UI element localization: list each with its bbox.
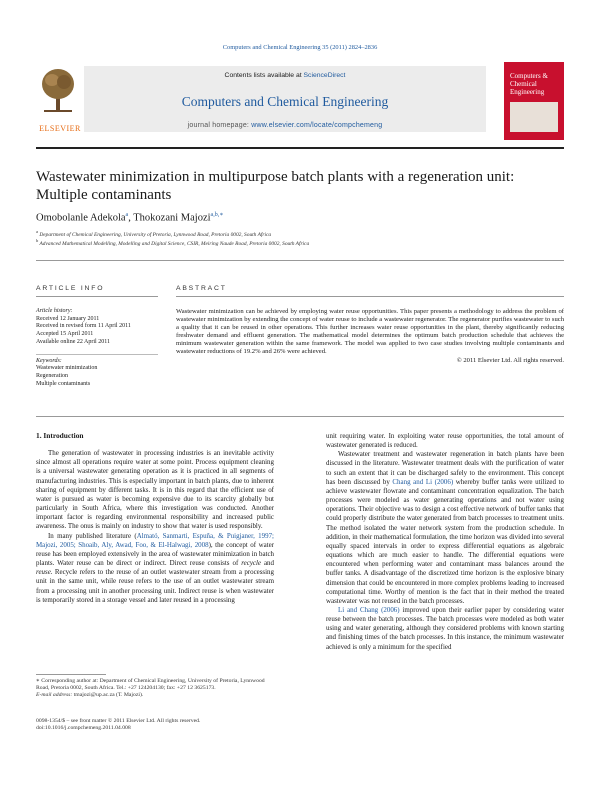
- elsevier-tree-icon: [40, 66, 76, 114]
- affiliation: $^a$ Department of Chemical Engineering, University of Pretoria, Lynnwood Road, Pretoria 0002, South Africa: [36, 229, 272, 238]
- article-title: Wastewater minimization in multipurpose batch plants with a regeneration unit: Multiple contaminants: [36, 169, 515, 203]
- history-item: Received 12 January 2011: [36, 315, 100, 322]
- article-info-label: ARTICLE INFO: [36, 285, 105, 292]
- abstract-bottom-rule: [36, 416, 564, 417]
- abstract-body: [176, 308, 564, 365]
- corresponding-author-note: ∗ Corresponding author at: Department of Chemical Engineering, University of Pretoria, Lynnwood Road, Pretoria 0002, South Africa. Tel.: +27 124204130; fax: +27 12 3625173.: [36, 678, 265, 692]
- abstract-copyright: © 2011 Elsevier Ltd. All rights reserved.: [456, 356, 564, 364]
- elsevier-wordmark: ELSEVIER: [39, 124, 81, 133]
- history-item: Available online 22 April 2011: [36, 338, 110, 345]
- footnote-rule: [36, 674, 106, 675]
- elsevier-logo: [36, 66, 80, 136]
- front-matter: [36, 718, 296, 732]
- journal-citation: Computers and Chemical Engineering 35 (2011) 2824–2836: [222, 44, 378, 51]
- email-note: E-mail address: tmajozi@up.ac.za (T. Majozi).: [36, 692, 144, 699]
- keyword: Regeneration: [36, 372, 68, 379]
- history-label: Article history:: [36, 308, 73, 314]
- sciencedirect-link[interactable]: ScienceDirect: [303, 72, 346, 79]
- citation-link[interactable]: Chang and Li (2006): [392, 477, 454, 486]
- journal-title: Computers and Chemical Engineering: [181, 94, 389, 109]
- cover-title: Computers & Chemical Engineering: [510, 72, 548, 96]
- citation-link[interactable]: Almató, Sanmarti, Espuña, & Puigjaner, 1997; Majozi, 2005; Shoaib, Aly, Awad, Foo, & El-Halwagi, 2008: [36, 531, 274, 549]
- paragraph: Li and Chang (2006) improved upon their earlier paper by considering water reuse between the batch processes. The batch processes were modeled as both water using and water generating, although they considered problems with known starting and finishing times of the batch processes. In this instance, the minimum wastewater achieved is only a minimum for the specified: [326, 605, 564, 651]
- homepage-link[interactable]: www.elsevier.com/locate/compchemeng: [251, 122, 383, 129]
- keywords-rule: [36, 354, 158, 355]
- author-list: Omobolanle Adekola$^a$, Thokozani Majozi$^{a,b,∗}$: [36, 212, 224, 224]
- section-heading: 1. Introduction: [36, 431, 84, 440]
- article-info: [36, 308, 158, 388]
- keyword: Wastewater minimization: [36, 365, 98, 372]
- masthead-rule: [36, 147, 564, 149]
- journal-homepage: journal homepage: www.elsevier.com/locate/compchemeng: [187, 122, 383, 129]
- affiliation: $^b$ Advanced Mathematical Modelling, Modelling and Digital Science, CSIR, Meiring Naude Road, Pretoria 0002, South Africa: [36, 238, 310, 247]
- author-name: Omobolanle Adekola: [36, 212, 126, 224]
- affiliation-rule: [36, 260, 564, 261]
- citation-link[interactable]: Li and Chang (2006): [338, 605, 400, 614]
- history-item: Accepted 15 April 2011: [36, 331, 94, 338]
- author-sup: a: [125, 212, 129, 218]
- right-column: [326, 432, 564, 652]
- paragraph: In many published literature (Almató, Sanmarti, Espuña, & Puigjaner, 1997; Majozi, 2005; Shoaib, Aly, Awad, Foo, & El-Halwagi, 2008), the concept of water reuse has been employed extensively in the area of wastewater minimization in batch plants. Water reuse can be direct or indirect. Direct reuse consists of recycle and reuse. Recycle refers to the reuse of an outlet wastewater stream from a processing unit in the same unit, while reuse refers to the use of an outlet wastewater stream from a processing unit in another processing unit. Indirect reuse is when wastewater is temporarily stored in a storage vessel and later reused in a processing: [36, 531, 274, 604]
- keyword: Multiple contaminants: [36, 380, 91, 387]
- masthead-center: [84, 66, 486, 132]
- author-sup: a,b,∗: [210, 212, 224, 218]
- info-rule: [36, 296, 158, 297]
- abstract-text: Wastewater minimization can be achieved by employing water reuse opportunities. This paper presents a methodology to address the problem of wastewater minimization by extending the concept of water reuse to include a wastewater regenerator. The regenerator purifies wastewater to such a quality that it can be reused in other operations. This further increases water reuse opportunities in the plant, thereby significantly reducing freshwater demand and effluent generation. The mathematical model determines the optimum batch production schedule that achieves the minimum wastewater generation within the same framework. The model was applied to two case studies involving multiple contaminants and wastewater reductions of 19.2% and 26% were achieved.: [176, 308, 564, 356]
- history-item: Received in revised form 11 April 2011: [36, 323, 131, 330]
- keywords-label: Keywords:: [36, 357, 62, 364]
- contents-available-line: Contents lists available at ScienceDirect: [224, 72, 346, 79]
- footnote: [36, 678, 274, 699]
- abstract-rule: [176, 296, 564, 297]
- paragraph: Wastewater treatment and wastewater regeneration in batch plants have been discussed in the literature. Wastewater treatment deals with the purification of water to such an extent that it can be discharged safely to the environment. This concept has been discussed by Chang and Li (2006) whereby buffer tanks were utilized to achieve wastewater flowrate and contaminant concentration equalization. The batch processes were modeled as water generating operations and not water using operations. Their objective was to design a cost effective network of buffer tanks that could properly distribute the water generated from batch processes to treatment units. The method isolated the water network system from the production schedule. In addition, in their mathematical formulation, the time horizon was divided into several equally spaced intervals in order to express differential equations as algebraic equations which are much easier to handle. The differential equations were encountered when performing water and contaminant mass balances around the buffer tanks. A disadvantage of the discretized time horizon is the explosive binary dimension that could be encountered in more complex problems leading to increased computational time. Worthy of mention is the fact that in their method the treated wastewater was not reused in the batch processes.: [326, 450, 564, 605]
- journal-masthead: [36, 62, 564, 142]
- doi-line[interactable]: doi:10.1016/j.compchemeng.2011.04.008: [36, 725, 131, 732]
- cover-image: [510, 102, 558, 132]
- email-link[interactable]: tmajozi@up.ac.za (T. Majozi).: [72, 692, 144, 699]
- paragraph: The generation of wastewater in processing industries is an inevitable activity since almost all operations require water at some point. Process equipment cleaning is a universal wastewater generating operation as it is practiced in all segments of manufacturing industries. This is especially important in batch plants, due to inherent sharing of equipment by different tasks. It is in this regard that the efficient use of water is pursued as water is becoming expensive due to its scarcity globally but particularly in South Africa, where this investigation was conducted. Another important factor is regarding environmental responsibility and increased public awareness. The onus is mainly on industry to show that water is used responsibly.: [36, 449, 274, 531]
- issn-line: 0098-1354/$ – see front matter © 2011 Elsevier Ltd. All rights reserved.: [36, 718, 201, 724]
- left-column: [36, 431, 274, 605]
- paragraph: unit requiring water. In exploiting water reuse opportunities, the total amount of wastewater generated is reduced.: [326, 432, 564, 450]
- author-name: Thokozani Majozi: [133, 212, 211, 224]
- abstract-label: ABSTRACT: [176, 285, 227, 292]
- journal-cover-thumbnail: [504, 62, 564, 140]
